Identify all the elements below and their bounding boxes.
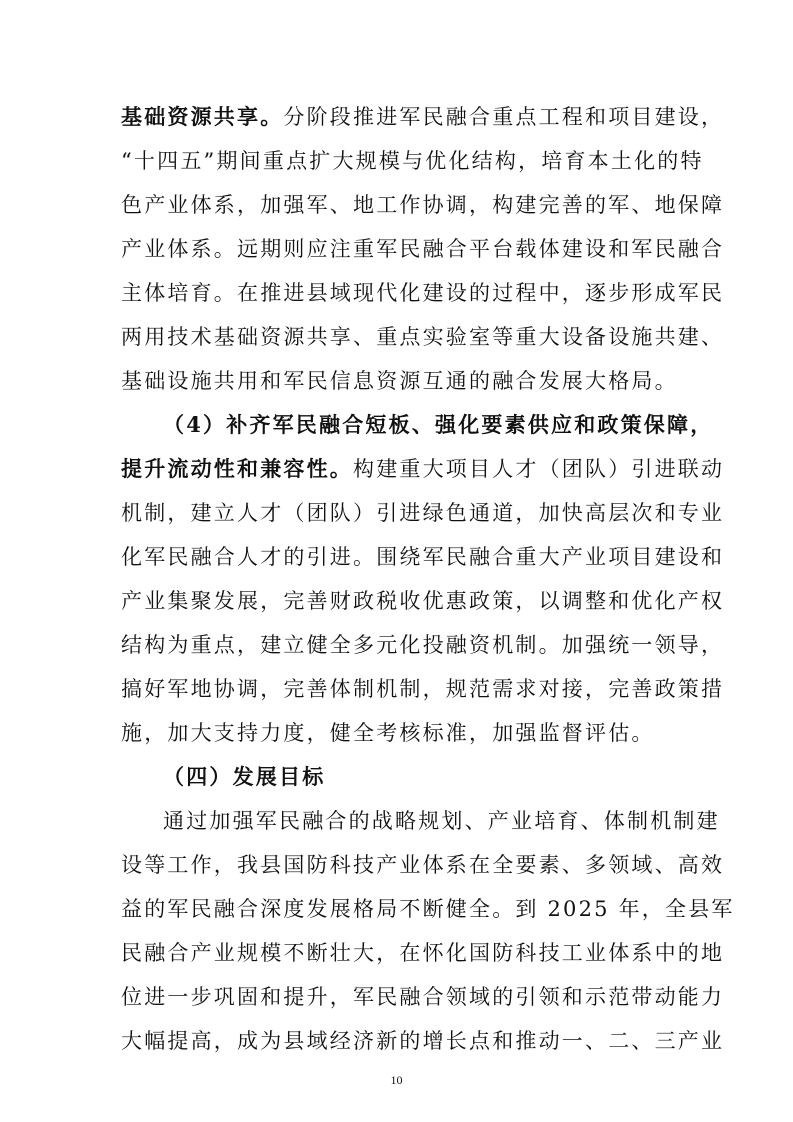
paragraph-line-22 [121, 1021, 725, 1061]
paragraph-line-21 [121, 977, 725, 1017]
text-run: 通过加强军民融合的战略规划、产业培育、体制机制建 [163, 809, 720, 833]
paragraph-line-11 [121, 537, 725, 577]
text-run: 位进一步巩固和提升，军民融合领域的引领和示范带动能力 [121, 985, 725, 1009]
paragraph-line-3 [121, 185, 725, 225]
bold-run: 基础资源共享。 [121, 104, 284, 129]
text-run: 结构为重点，建立健全多元化投融资机制。加强统一领导， [121, 633, 725, 657]
text-run: 构建重大项目人才（团队）引进联动 [353, 457, 725, 481]
text-run: 搞好军地协调，完善体制机制，规范需求对接，完善政策措 [121, 677, 725, 701]
text-run: 分阶段推进军民融合重点工程和项目建设， [283, 105, 725, 129]
text-run: 基础设施共用和军民信息资源互通的融合发展大格局。 [121, 369, 678, 393]
text-run: 施，加大支持力度，健全考核标准，加强监督评估。 [121, 721, 655, 745]
paragraph-line-13 [121, 625, 725, 665]
bold-run: 提升流动性和兼容性。 [121, 456, 353, 481]
bold-run: （四）发展目标 [163, 764, 326, 789]
text-run: 色产业体系，加强军、地工作协调，构建完善的军、地保障 [121, 193, 725, 217]
paragraph-line-10 [121, 493, 725, 533]
paragraph-line-17 [163, 801, 723, 841]
text-run: “十四五”期间重点扩大规模与优化结构，培育本土化的特 [121, 149, 704, 173]
bold-run: （4）补齐军民融合短板、强化要素供应和政策保障， [163, 412, 714, 437]
paragraph-line-9 [121, 449, 725, 489]
paragraph-line-15 [121, 713, 681, 753]
paragraph-line-12 [121, 581, 725, 621]
paragraph-line-18 [121, 845, 725, 885]
paragraph-line-5 [121, 273, 725, 313]
page-number: 10 [390, 1073, 403, 1087]
paragraph-line-6 [121, 317, 725, 357]
text-run: 两用技术基础资源共享、重点实验室等重大设备设施共建、 [121, 325, 725, 349]
section-heading [163, 757, 723, 797]
text-run: 产业体系。远期则应注重军民融合平台载体建设和军民融合 [121, 237, 725, 261]
text-run: 民融合产业规模不断壮大，在怀化国防科技工业体系中的地 [121, 941, 725, 965]
text-run: 设等工作，我县国防科技产业体系在全要素、多领域、高效 [121, 853, 725, 877]
paragraph-line-19 [121, 889, 735, 929]
paragraph-line-4 [121, 229, 725, 269]
bold-heading-line [163, 405, 723, 445]
text-run: 产业集聚发展，完善财政税收优惠政策，以调整和优化产权 [121, 589, 725, 613]
text-run: 益的军民融合深度发展格局不断健全。到 2025 年，全县军 [121, 897, 735, 921]
paragraph-line-1 [121, 97, 725, 137]
paragraph-line-7 [121, 361, 681, 401]
text-run: 大幅提高，成为县域经济新的增长点和推动一、二、三产业 [121, 1029, 725, 1053]
text-run: 机制，建立人才（团队）引进绿色通道，加快高层次和专业 [121, 501, 725, 525]
paragraph-line-20 [121, 933, 725, 973]
paragraph-line-14 [121, 669, 725, 709]
text-run: 主体培育。在推进县域现代化建设的过程中，逐步形成军民 [121, 281, 725, 305]
paragraph-line-2 [121, 141, 704, 181]
text-run: 化军民融合人才的引进。围绕军民融合重大产业项目建设和 [121, 545, 725, 569]
